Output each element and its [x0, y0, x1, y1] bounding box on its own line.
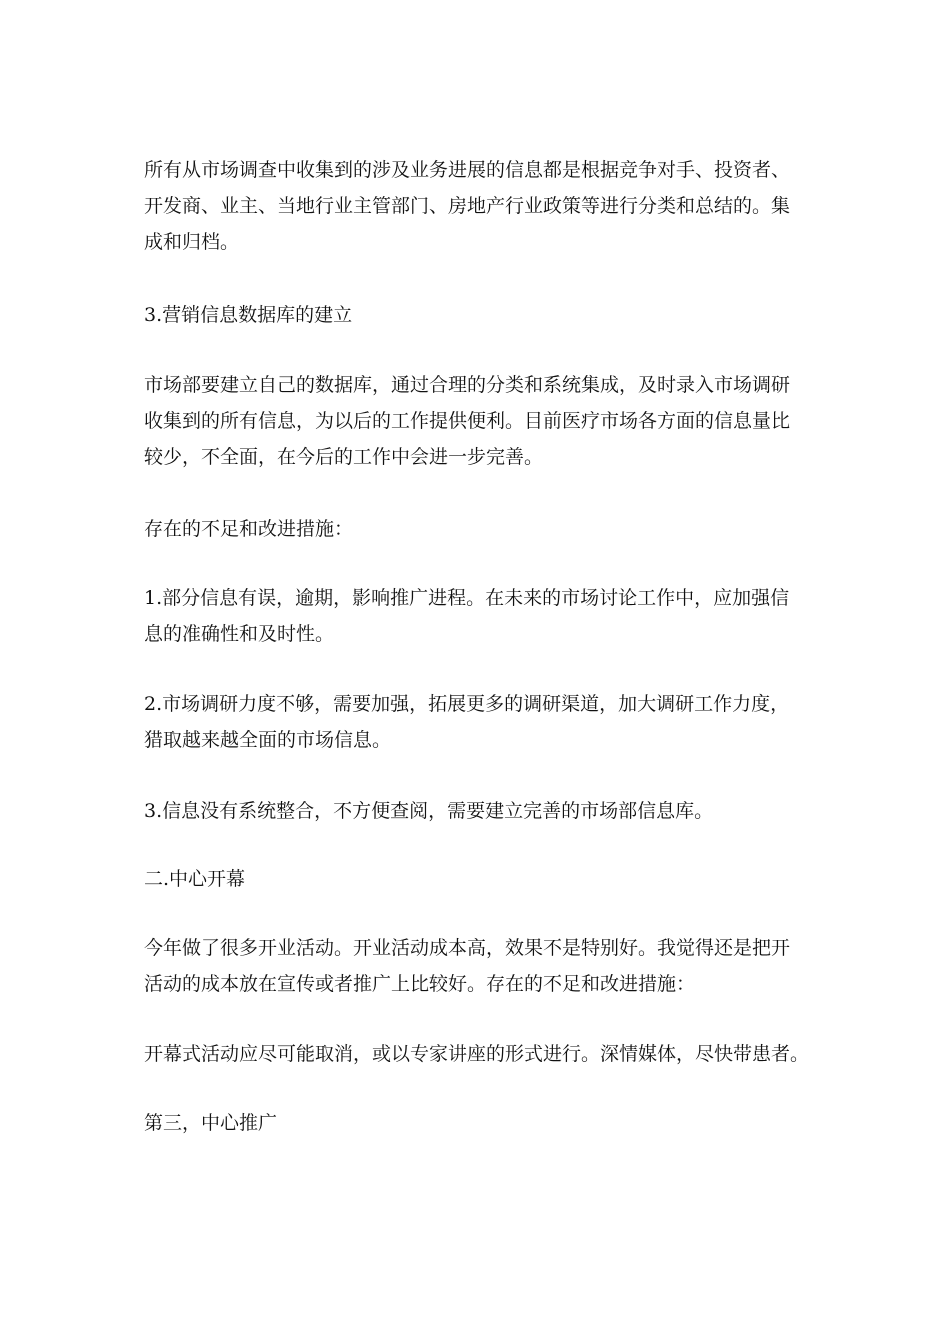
text-line: 3.信息没有系统整合，不方便查阅，需要建立完善的市场部信息库。 [144, 800, 714, 822]
paragraph-database-building [144, 367, 824, 475]
list-item-3 [144, 793, 824, 829]
text-line: 1.部分信息有误，逾期，影响推广进程。在未来的市场讨论工作中，应加强信 [144, 587, 790, 609]
list-item-1 [144, 580, 824, 652]
heading-center-promotion [144, 1105, 824, 1141]
text-line: 活动的成本放在宣传或者推广上比较好。存在的不足和改进措施： [144, 973, 696, 995]
text-line: 二.中心开幕 [144, 868, 246, 890]
text-line: 存在的不足和改进措施： [144, 518, 354, 540]
text-line: 开发商、业主、当地行业主管部门、房地产行业政策等进行分类和总结的。集 [144, 195, 791, 217]
text-line: 收集到的所有信息，为以后的工作提供便利。目前医疗市场各方面的信息量比 [144, 410, 791, 432]
text-line: 市场部要建立自己的数据库，通过合理的分类和系统集成，及时录入市场调研 [144, 374, 791, 396]
paragraph-info-classification [144, 152, 824, 260]
paragraph-opening-activities [144, 930, 824, 1002]
heading-shortcomings [144, 511, 824, 547]
text-line: 成和归档。 [144, 231, 240, 253]
heading-center-opening [144, 861, 824, 897]
text-line: 3.营销信息数据库的建立 [144, 304, 353, 326]
text-line: 息的准确性和及时性。 [144, 623, 335, 645]
text-line: 猎取越来越全面的市场信息。 [144, 729, 392, 751]
text-line: 较少，不全面，在今后的工作中会进一步完善。 [144, 446, 544, 468]
paragraph-opening-improvement [144, 1036, 824, 1072]
text-line: 开幕式活动应尽可能取消，或以专家讲座的形式进行。深情媒体，尽快带患者。 [144, 1043, 810, 1065]
text-line: 今年做了很多开业活动。开业活动成本高，效果不是特别好。我觉得还是把开 [144, 937, 791, 959]
heading-marketing-database [144, 297, 824, 333]
text-line: 2.市场调研力度不够，需要加强，拓展更多的调研渠道，加大调研工作力度， [144, 693, 790, 715]
list-item-2 [144, 686, 824, 758]
text-line: 第三，中心推广 [144, 1112, 278, 1134]
text-line: 所有从市场调查中收集到的涉及业务进展的信息都是根据竞争对手、投资者、 [144, 159, 791, 181]
